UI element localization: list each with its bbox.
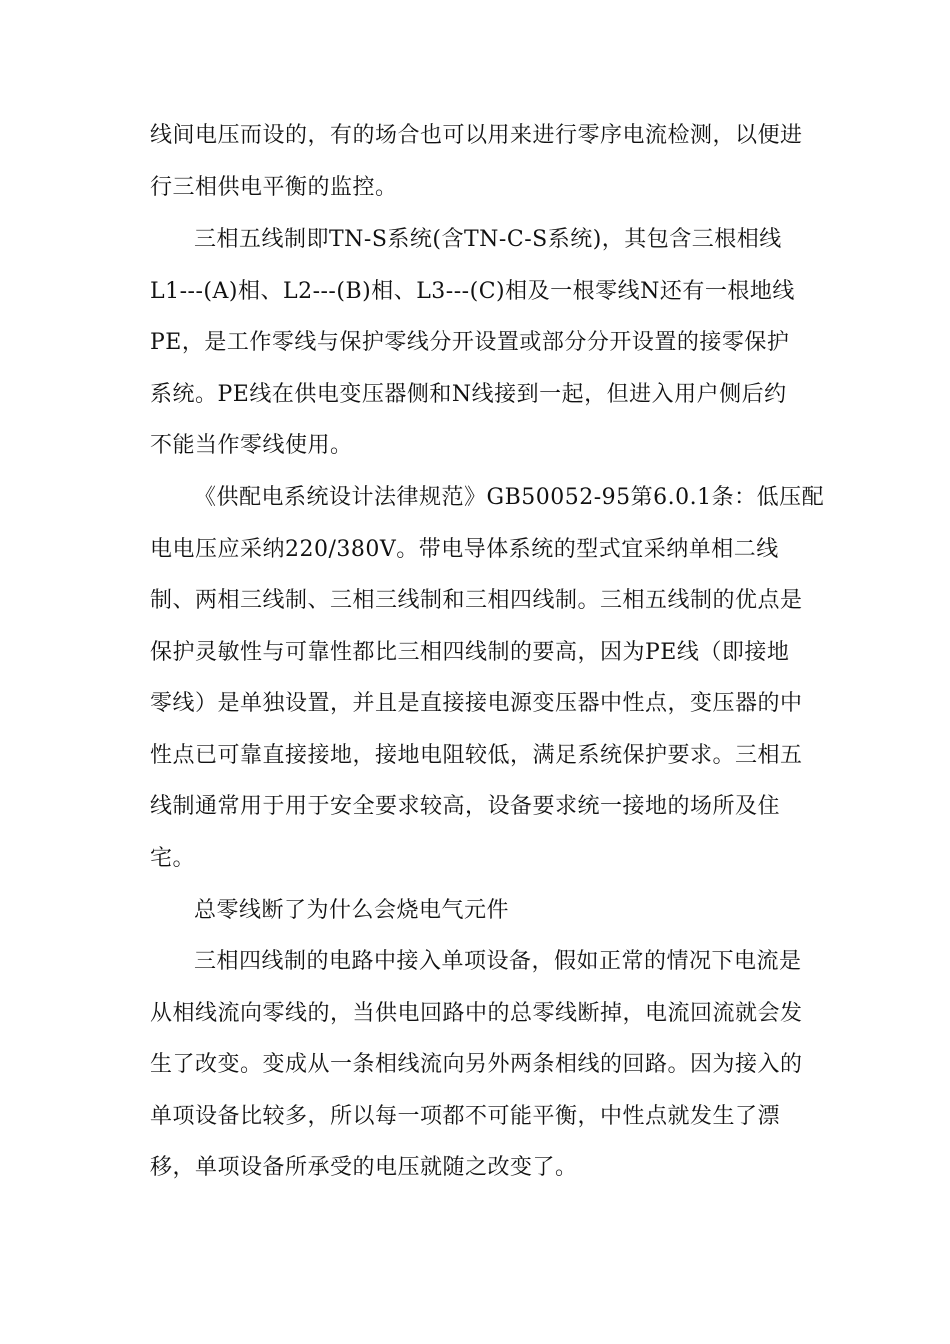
text-line: 性点已可靠直接接地，接地电阻较低，满足系统保护要求。三相五 xyxy=(150,743,803,768)
text-line: 移，单项设备所承受的电压就随之改变了。 xyxy=(150,1155,578,1180)
text-line: 从相线流向零线的，当供电回路中的总零线断掉，电流回流就会发 xyxy=(150,1001,803,1026)
text-line: 线间电压而设的，有的场合也可以用来进行零序电流检测，以便进 xyxy=(150,123,803,148)
text-line: 单项设备比较多，所以每一项都不可能平衡，中性点就发生了漂 xyxy=(150,1104,781,1129)
section-heading: 总零线断了为什么会烧电气元件 xyxy=(194,898,510,923)
text-line: 线制通常用于用于安全要求较高，设备要求统一接地的场所及住 xyxy=(150,794,781,819)
text-line: PE，是工作零线与保护零线分开设置或部分分开设置的接零保护 xyxy=(150,330,790,355)
text-line: 电电压应采纳220/380V。带电导体系统的型式宜采纳单相二线 xyxy=(150,537,779,562)
text-line: 制、两相三线制、三相三线制和三相四线制。三相五线制的优点是 xyxy=(150,588,803,613)
text-line: 系统。PE线在供电变压器侧和N线接到一起，但进入用户侧后约 xyxy=(150,382,787,407)
text-line: 零线）是单独设置，并且是直接接电源变压器中性点，变压器的中 xyxy=(150,691,803,716)
text-line: 生了改变。变成从一条相线流向另外两条相线的回路。因为接入的 xyxy=(150,1052,803,1077)
text-line: L1---(A)相、L2---(B)相、L3---(C)相及一根零线N还有一根地线 xyxy=(150,279,795,304)
paragraph-start-line: 三相五线制即TN-S系统(含TN-C-S系统)，其包含三根相线 xyxy=(194,227,782,252)
paragraph-start-line: 《供配电系统设计法律规范》GB50052-95第6.0.1条：低压配 xyxy=(194,485,825,510)
paragraph-start-line: 三相四线制的电路中接入单项设备，假如正常的情况下电流是 xyxy=(194,949,802,974)
text-line: 行三相供电平衡的监控。 xyxy=(150,175,398,200)
text-line: 宅。 xyxy=(150,846,196,871)
text-line: 保护灵敏性与可靠性都比三相四线制的要高，因为PE线（即接地 xyxy=(150,640,790,665)
text-line: 不能当作零线使用。 xyxy=(150,433,353,458)
